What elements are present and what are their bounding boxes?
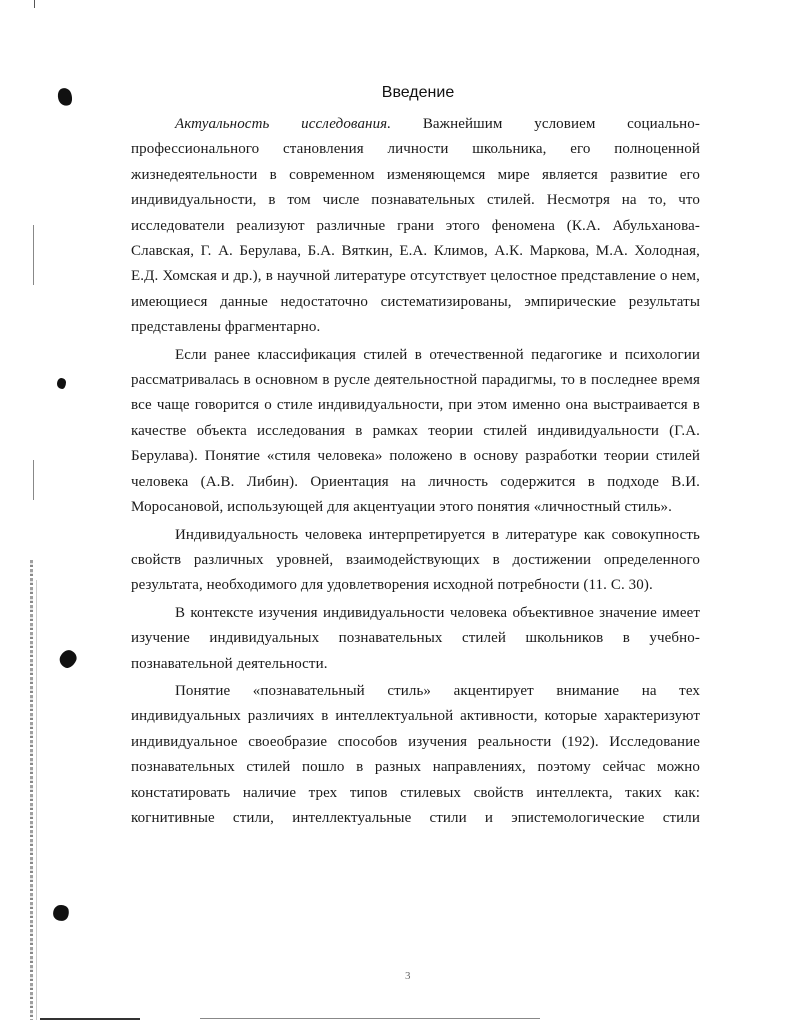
paragraph-text: Важнейшим условием социально-профессионального становления личности школьника, его полноценной жизнедеятельности в современном изменяющемся мире является развитие его индивидуальности, в том числе познавательных стилей. Несмотря на то, что исследователи реализуют различные грани этого феномена (К.А. Абульханова-Славская, Г. А. Берулава, Б.А. Вяткин, Е.А. Климов, А.К. Маркова, М.А. Холодная, Е.Д. Хомская и др.), в научной литературе отсутствует целостное представление о нем, имеющиеся данные недостаточно систематизированы, эмпирические результаты представлены фрагментарно. — [131, 116, 700, 336]
paragraph: Если ранее классификация стилей в отечественной педагогике и психологии рассматривалась в основном в русле деятельностной парадигмы, то в последнее время все чаще говорится о стиле индивидуальности, при этом именно она выстраивается в качестве объекта исследования в рамках теории стилей индивидуальности (Г.А. Берулава). Понятие «стиля человека» положено в основу разработки теории стилей человека (А.В. Либин). Ориентация на личность содержится в подходе В.И. Моросановой, использующей для акцентуации этого понятия «личностный стиль». — [131, 346, 700, 516]
punch-hole-blot — [52, 904, 71, 923]
punch-hole-blot — [57, 378, 66, 389]
page-number: 3 — [405, 970, 411, 982]
paragraph-lead: Актуальность исследования. — [175, 116, 392, 132]
punch-hole-blot — [57, 647, 79, 670]
paragraph: Понятие «познавательный стиль» акцентирует внимание на тех индивидуальных различиях в интеллектуальной активности, которые характеризуют индивидуальное своеобразие способов изучения реальности (192). Исследование познавательных стилей пошло в разных направлениях, поэтому сейчас можно констатировать наличие трех типов стилевых свойств интеллекта, таких как: когнитивные стили, интеллектуальные стили и эпистемологические стили — [131, 682, 700, 826]
bottom-scan-rule — [200, 1018, 540, 1019]
paragraph: Индивидуальность человека интерпретируется в литературе как совокупность свойств различных уровней, взаимодействующих в достижении определенного результата, необходимого для удовлетворения исходной потребности (11. С. 30). — [131, 526, 700, 594]
scan-edge-line — [36, 580, 37, 1020]
scan-tick — [33, 225, 34, 285]
scan-mark — [34, 0, 35, 8]
page-heading: Введение — [381, 84, 455, 101]
scan-tick — [33, 460, 34, 500]
scan-edge-artifact — [30, 560, 33, 1020]
paragraph: В контексте изучения индивидуальности человека объективное значение имеет изучение индивидуальных познавательных стилей школьников в учебно-познавательной деятельности. — [131, 604, 700, 672]
body-text — [131, 112, 700, 831]
bottom-scan-rule — [40, 1018, 140, 1020]
paragraph — [131, 112, 700, 341]
